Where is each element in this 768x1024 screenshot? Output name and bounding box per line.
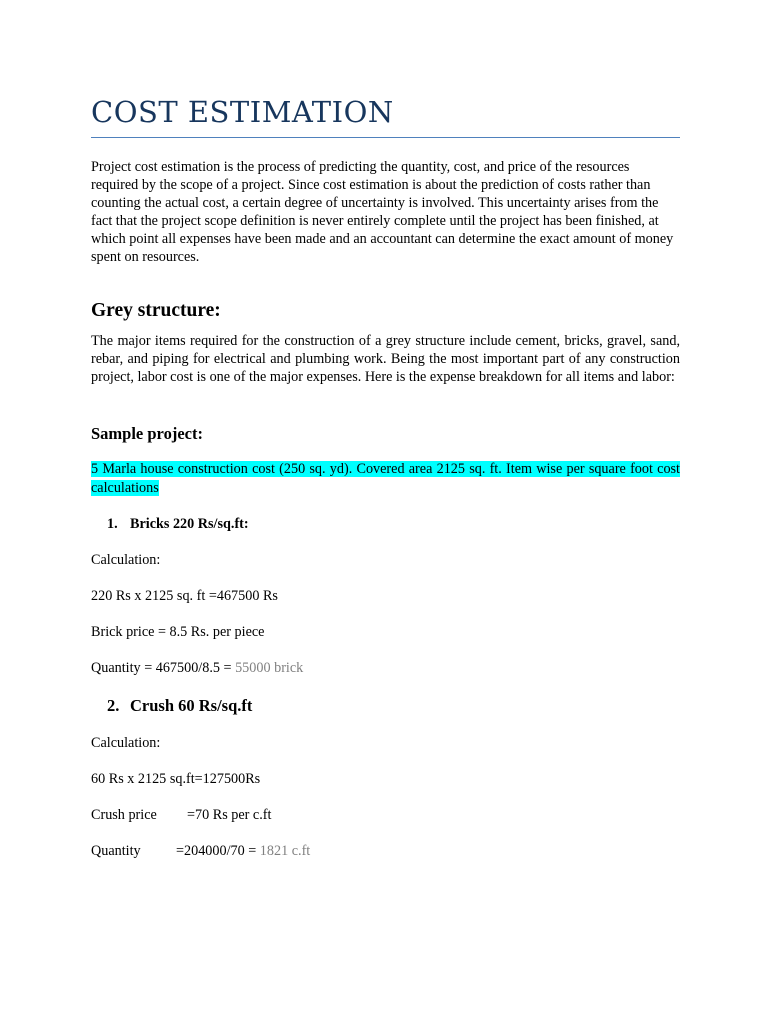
crush-price-label: Crush price (91, 807, 157, 823)
highlighted-text: 5 Marla house construction cost (250 sq. yd). Covered area 2125 sq. ft. Item wise per square foot cost calculations (91, 461, 680, 496)
item-number: 1. (107, 516, 118, 532)
intro-paragraph: Project cost estimation is the process of predicting the quantity, cost, and price of the resources required by the scope of a project. Since cost estimation is about the prediction of costs rather than counting the actual cost, a certain degree of uncertainty is involved. This uncertainty arises from the fact that the project scope definition is never entirely complete until the project has been finished, at which point all expenses have been made and an accountant can determine the exact amount of money spent on resources. (91, 159, 674, 265)
item-title: Bricks 220 Rs/sq.ft: (130, 516, 249, 532)
sample-project-highlight (91, 460, 680, 498)
bricks-price-line: Brick price = 8.5 Rs. per piece (91, 624, 265, 640)
crush-price-value: =70 Rs per c.ft (187, 807, 272, 823)
document-title: COST ESTIMATION (91, 95, 394, 129)
item-heading-crush (107, 696, 252, 716)
item-heading-bricks (107, 516, 249, 533)
bricks-calculation-line: 220 Rs x 2125 sq. ft =467500 Rs (91, 588, 278, 604)
crush-calculation-line: 60 Rs x 2125 sq.ft=127500Rs (91, 771, 261, 787)
crush-calculation-label: Calculation: (91, 735, 161, 751)
crush-quantity-line (91, 842, 310, 860)
grey-structure-heading: Grey structure: (91, 300, 221, 321)
item-title: Crush 60 Rs/sq.ft (130, 696, 253, 715)
grey-structure-paragraph: The major items required for the construction of a grey structure include cement, bricks, gravel, sand, rebar, and piping for electrical and plumbing work. Being the most important part of any construction project, labor cost is one of the major expenses. Here is the expense breakdown for all items and labor: (91, 333, 680, 385)
quantity-result: 55000 brick (235, 660, 304, 676)
crush-quantity-label: Quantity (91, 843, 141, 859)
crush-price-line (91, 806, 271, 824)
sample-project-heading: Sample project: (91, 424, 203, 443)
bricks-calculation-label: Calculation: (91, 552, 161, 568)
bricks-quantity-line (91, 659, 303, 677)
title-underline (91, 137, 680, 138)
quantity-result: 1821 c.ft (259, 843, 311, 859)
quantity-formula: Quantity = 467500/8.5 = (91, 660, 236, 676)
quantity-formula: =204000/70 = (176, 843, 260, 859)
item-number: 2. (107, 696, 120, 715)
